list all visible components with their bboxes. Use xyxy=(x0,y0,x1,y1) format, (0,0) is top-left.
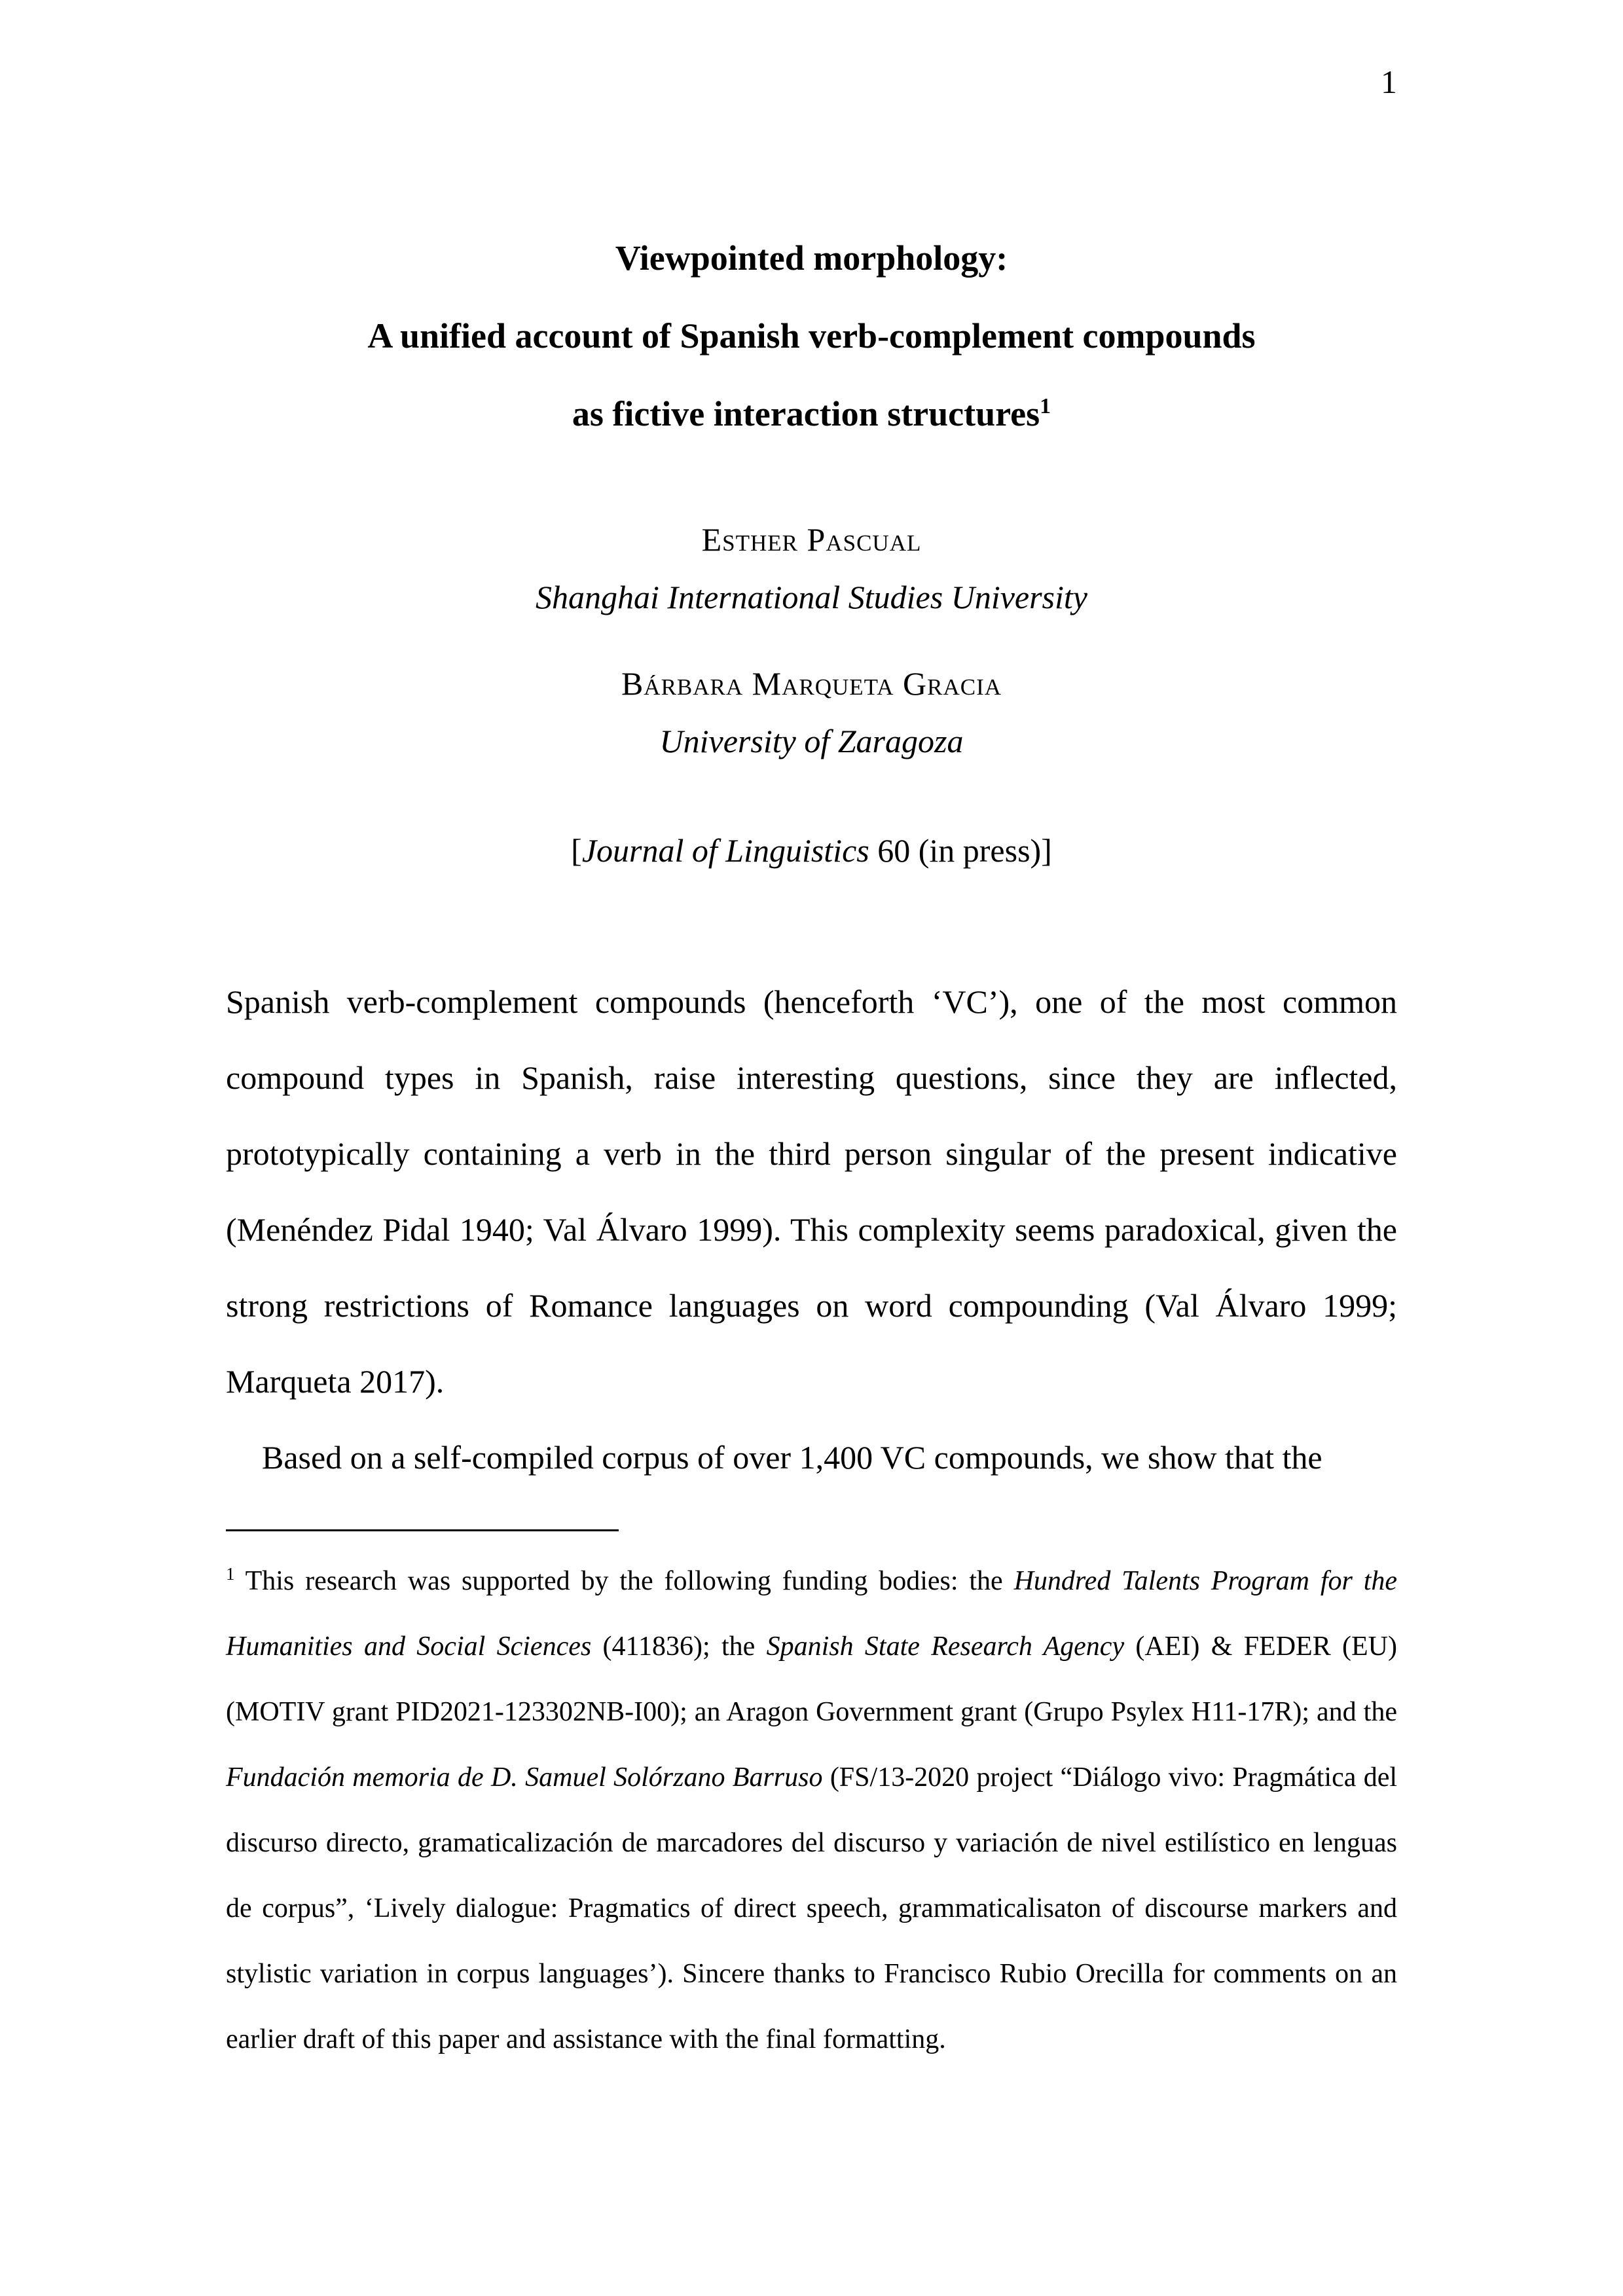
author-2-affiliation: University of Zaragoza xyxy=(659,723,964,759)
journal-reference-open-bracket: [ xyxy=(571,832,582,869)
page-number: 1 xyxy=(1381,64,1397,100)
footnote-1-segment-1: Hundred Talents Program for the Humanities and Social Sciences xyxy=(226,1566,1397,1662)
journal-reference xyxy=(226,833,1397,869)
footnote-1-segment-5: Fundación memoria de D. Samuel Solórzano Barruso xyxy=(226,1762,823,1793)
footnote-1-segment-4: (AEI) & FEDER (EU) (MOTIV grant PID2021-123302NB-I00); an Aragon Government grant (Grupo Psylex H11-17R); and the xyxy=(226,1631,1397,1727)
footnote-1-segment-2: (411836); the xyxy=(591,1631,767,1662)
body-text xyxy=(226,964,1397,1495)
author-1-name: Esther Pascual xyxy=(701,521,922,558)
author-2-name: Bárbara Marqueta Gracia xyxy=(621,665,1002,702)
author-1 xyxy=(226,515,1397,630)
footnote-1-segment-0: This research was supported by the following funding bodies: the xyxy=(234,1566,1014,1596)
title-line-2: A unified account of Spanish verb-complement compounds xyxy=(367,316,1256,355)
body-paragraph-1: Spanish verb-complement compounds (henceforth ‘VC’), one of the most common compound types in Spanish, raise interesting questions, since they are inflected, prototypically containing a verb in the third person singular of the present indicative (Menéndez Pidal 1940; Val Álvaro 1999). This complexity seems paradoxical, given the strong restrictions of Romance languages on word compounding (Val Álvaro 1999; Marqueta 2017). xyxy=(226,983,1397,1400)
journal-reference-journal-name: Journal of Linguistics xyxy=(581,832,869,869)
footnote-1 xyxy=(226,1548,1397,2072)
author-2 xyxy=(226,659,1397,774)
footnote-1-marker: 1 xyxy=(226,1564,235,1584)
title-line-3 xyxy=(226,375,1397,453)
body-paragraph-2: Based on a self-compiled corpus of over 1,400 VC compounds, we show that the xyxy=(262,1439,1322,1476)
footnote-1-segment-3: Spanish State Research Agency xyxy=(766,1631,1125,1662)
title-line-3-text: as fictive interaction structures xyxy=(572,394,1040,433)
footnote-1-segment-6: (FS/13-2020 project “Diálogo vivo: Pragmática del discurso directo, gramaticalización de marcadores del discurso y variación de nivel estilístico en lenguas de corpus”, ‘Lively dialogue: Pragmatics of direct speech, grammaticalisaton of discourse markers and stylistic variation in corpus languages’). Sincere thanks to Francisco Rubio Orecilla for comments on an earlier draft of this paper and assistance with the final formatting. xyxy=(226,1762,1398,2054)
title-line-1: Viewpointed morphology: xyxy=(615,238,1008,278)
author-block xyxy=(226,515,1397,774)
footnote-separator xyxy=(226,1529,619,1531)
author-1-affiliation: Shanghai International Studies University xyxy=(536,579,1087,615)
journal-reference-rest: 60 (in press)] xyxy=(869,832,1052,869)
title-footnote-marker: 1 xyxy=(1040,394,1051,418)
paper-title xyxy=(226,219,1397,453)
